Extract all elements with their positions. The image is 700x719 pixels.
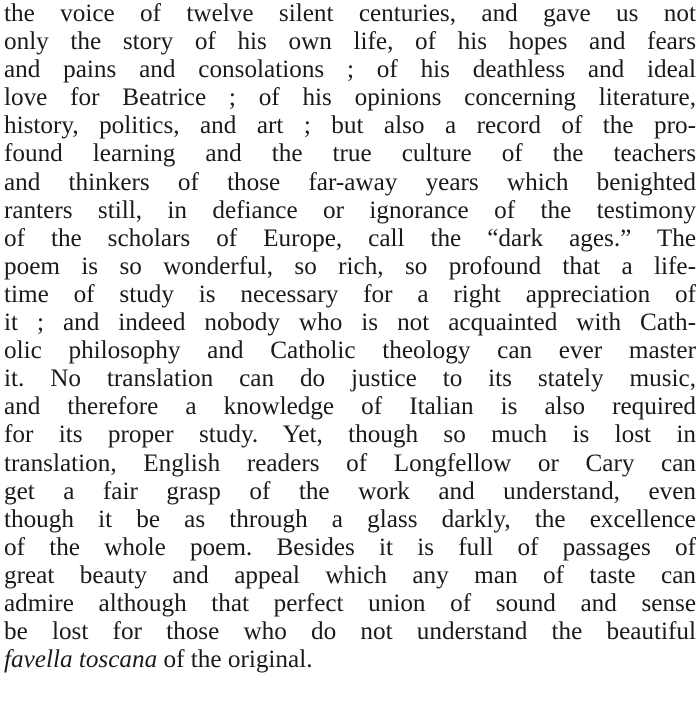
text-line: though it be as through a glass darkly, the excellence [4, 505, 696, 533]
text-line: ranters still, in defiance or ignorance of the testimony [4, 196, 696, 224]
body-paragraph [4, 0, 696, 674]
text-line: for its proper study. Yet, though so much is lost in [4, 421, 696, 449]
text-line: love for Beatrice ; of his opinions concerning literature, [4, 84, 696, 112]
text-line: only the story of his own life, of his hopes and fears [4, 28, 696, 56]
text-line: be lost for those who do not understand the beautiful [4, 618, 696, 646]
text-line: and pains and consolations ; of his deathless and ideal [4, 56, 696, 84]
text-line: great beauty and appeal which any man of taste can [4, 561, 696, 589]
text-line: and therefore a knowledge of Italian is also required [4, 393, 696, 421]
text-line: translation, English readers of Longfellow or Cary can [4, 449, 696, 477]
text-line: admire although that perfect union of sound and sense [4, 589, 696, 617]
text-line: it. No translation can do justice to its stately music, [4, 365, 696, 393]
italic-phrase: favella toscana [4, 646, 158, 674]
text-line: it ; and indeed nobody who is not acquainted with Cath- [4, 309, 696, 337]
text-line: olic philosophy and Catholic theology can ever master [4, 337, 696, 365]
text-line: history, politics, and art ; but also a record of the pro- [4, 112, 696, 140]
text-line: and thinkers of those far-away years which benighted [4, 168, 696, 196]
text-line: poem is so wonderful, so rich, so profound that a life- [4, 252, 696, 280]
text-line: the voice of twelve silent centuries, and gave us not [4, 0, 696, 27]
text-line: of the scholars of Europe, call the “dark ages.” The [4, 224, 696, 252]
line-remainder: of the original. [157, 646, 313, 674]
final-text-line [4, 646, 696, 674]
text-line: of the whole poem. Besides it is full of passages of [4, 533, 696, 561]
text-line: time of study is necessary for a right appreciation of [4, 280, 696, 308]
text-line: found learning and the true culture of the teachers [4, 140, 696, 168]
text-line: get a fair grasp of the work and understand, even [4, 477, 696, 505]
